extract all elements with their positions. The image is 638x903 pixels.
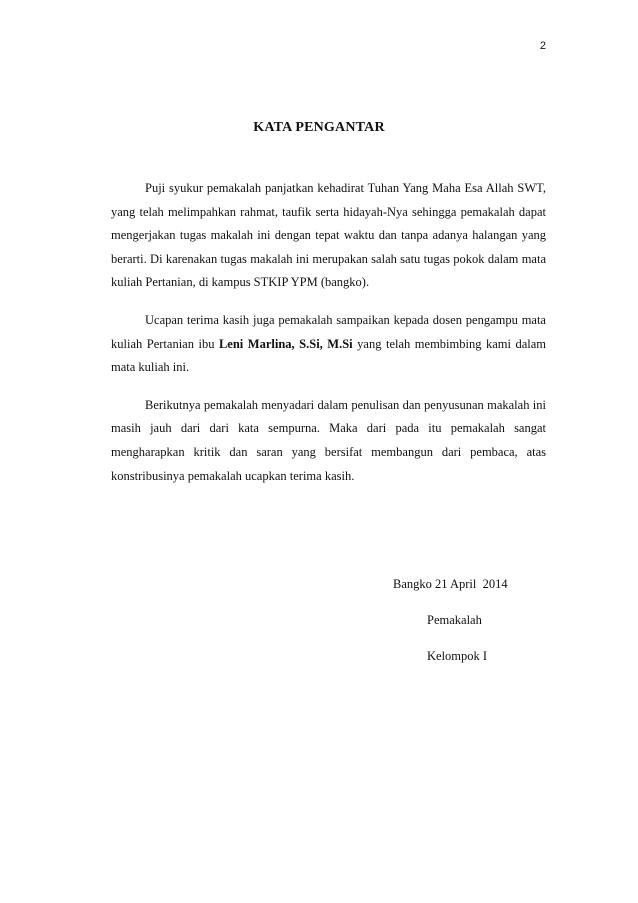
signature-group: Kelompok I <box>427 649 488 663</box>
signature-place-date: Bangko 21 April 2014 <box>393 577 508 591</box>
paragraph-2-text-end: yang telah membimbing kami dalam mata kuliah ini. <box>111 336 547 375</box>
paragraph-1: Puji syukur pemakalah panjatkan kehadirat Tuhan Yang Maha Esa Allah SWT, yang telah melimpahkan rahmat, taufik serta hidayah-Nya sehingga pemakalah dapat mengerjakan tugas makalah ini dengan tepat waktu dan tanpa adanya halangan yang berarti. Di karenakan tugas makalah ini merupakan salah satu tugas pokok dalam mata kuliah Pertanian, di kampus STKIP YPM (bangko). <box>111 181 546 290</box>
paragraph-2-text-start: Ucapan terima kasih juga pemakalah sampaikan kepada dosen pengampu mata kuliah Pertanian ibu <box>111 312 546 351</box>
paragraph-3: Berikutnya pemakalah menyadari dalam penulisan dan penyusunan makalah ini masih jauh dari dari kata sempurna. Maka dari pada itu pemakalah sangat mengharapkan kritik dan saran yang bersifat membangun dari pembaca, atas konstribusinya pemakalah ucapkan terima kasih. <box>111 397 546 483</box>
signature-role: Pemakalah <box>427 613 482 627</box>
page-number: 2 <box>539 40 546 52</box>
signature-block <box>393 576 508 664</box>
lecturer-name: Leni Marlina, S.Si, M.Si <box>218 336 353 351</box>
paragraph-2 <box>111 309 546 380</box>
page-title: KATA PENGANTAR <box>253 120 385 135</box>
document-body <box>111 177 546 502</box>
